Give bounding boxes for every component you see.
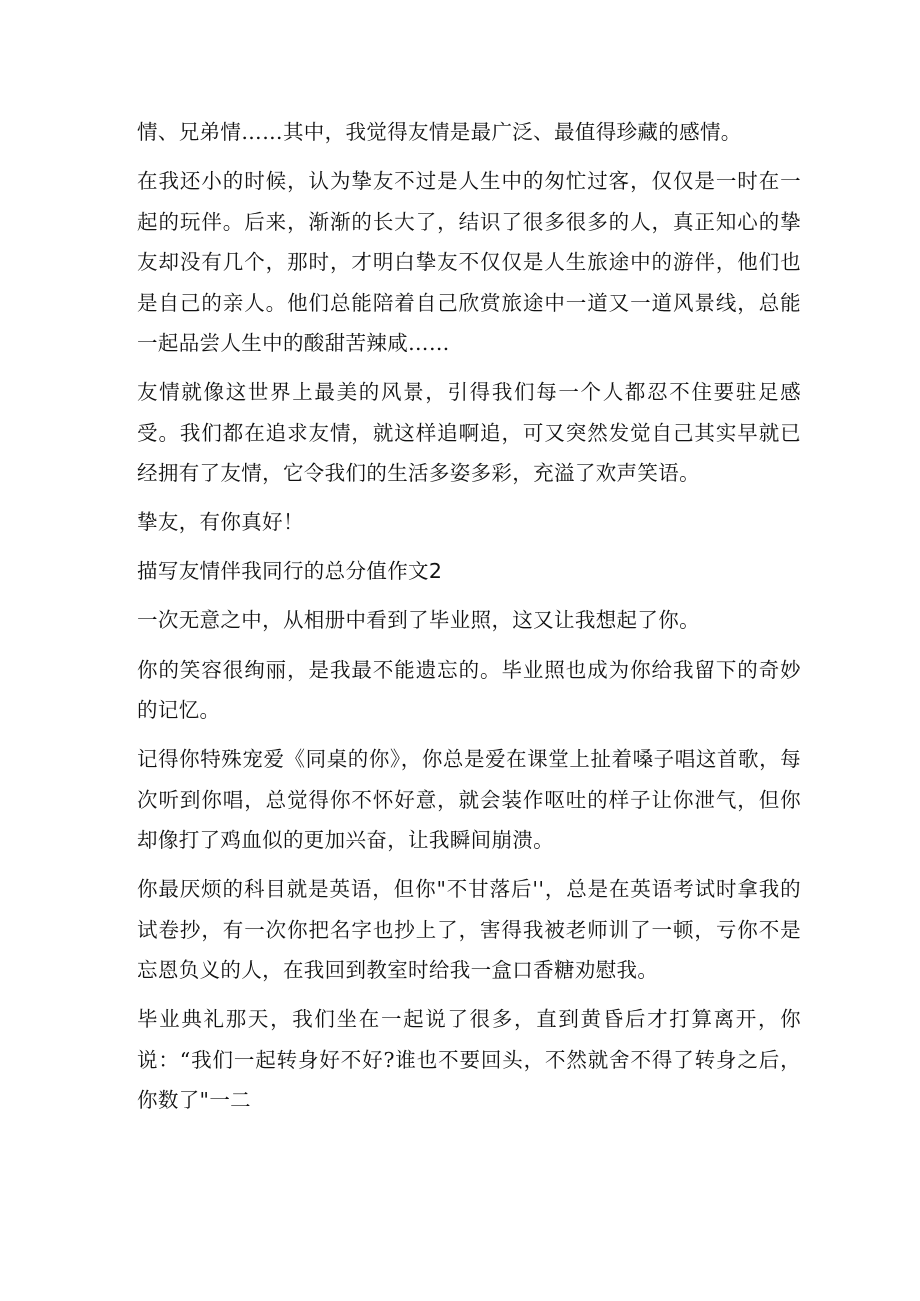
paragraph-8: 你最厌烦的科目就是英语，但你"不甘落后''，总是在英语考试时拿我的试卷抄，有一次你把名字也抄上了，害得我被老师训了一顿，亏你不是忘恩负义的人，在我回到教室时给我一盒口香糖劝慰我。	[137, 877, 801, 983]
section-heading: 描写友情伴我同行的总分值作文2	[137, 559, 443, 584]
paragraph-6: 你的笑容很绚丽，是我最不能遗忘的。毕业照也成为你给我留下的奇妙的记忆。	[137, 657, 801, 723]
paragraph-7: 记得你特殊宠爱《同桌的你》，你总是爱在课堂上扯着嗓子唱这首歌，每次听到你唱，总觉得你不怀好意，就会装作呕吐的样子让你泄气，但你却像打了鸡血似的更加兴奋，让我瞬间崩溃。	[137, 747, 801, 853]
paragraph-4: 挚友，有你真好！	[137, 510, 304, 535]
paragraph-3: 友情就像这世界上最美的风景，引得我们每一个人都忍不住要驻足感受。我们都在追求友情，就这样追啊追，可又突然发觉自己其实早就已经拥有了友情，它令我们的生活多姿多彩，充溢了欢声笑语。	[137, 380, 801, 486]
paragraph-1: 情、兄弟情……其中，我觉得友情是最广泛、最值得珍藏的感情。	[137, 120, 742, 144]
paragraph-9: 毕业典礼那天，我们坐在一起说了很多，直到黄昏后才打算离开，你说：“我们一起转身好不好?谁也不要回头，不然就舍不得了转身之后，你数了"一二	[137, 1007, 801, 1113]
paragraph-2: 在我还小的时候，认为挚友不过是人生中的匆忙过客，仅仅是一时在一起的玩伴。后来，渐渐的长大了，结识了很多很多的人，真正知心的挚友却没有几个，那时，才明白挚友不仅仅是人生旅途中的游伴，他们也是自己的亲人。他们总能陪着自己欣赏旅途中一道又一道风景线，总能一起品尝人生中的酸甜苦辣咸……	[137, 169, 801, 356]
paragraph-5: 一次无意之中，从相册中看到了毕业照，这又让我想起了你。	[137, 608, 700, 633]
document-body	[137, 112, 801, 1129]
